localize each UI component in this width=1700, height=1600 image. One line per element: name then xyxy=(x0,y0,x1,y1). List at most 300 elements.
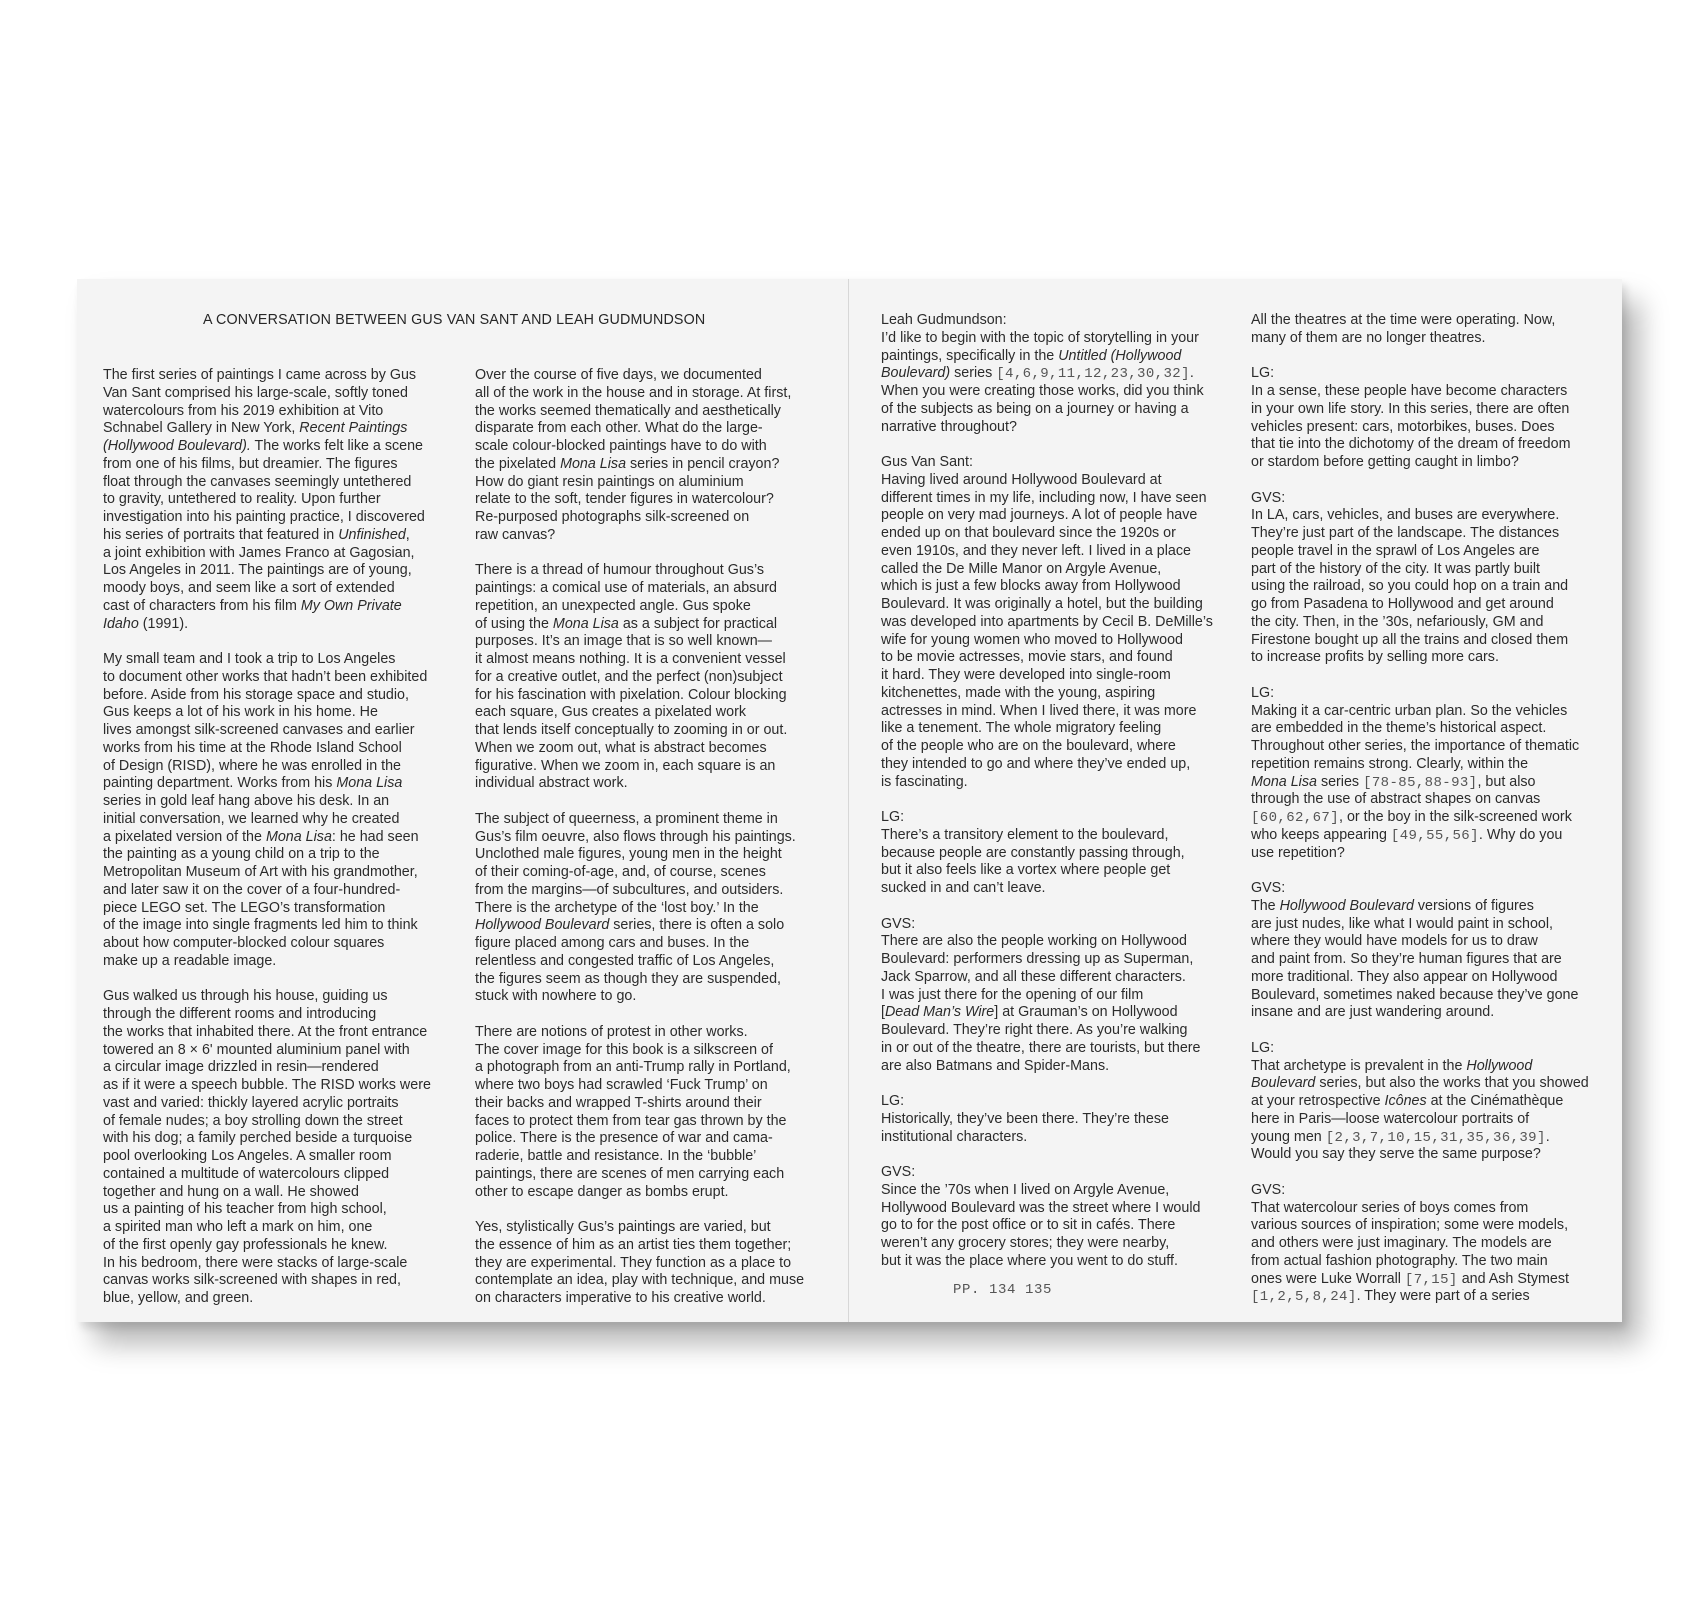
text-run: of their coming-of-age, and, of course, scenes xyxy=(475,864,766,880)
text-line xyxy=(103,900,473,918)
figure-reference: [4,6,9,11,12,23,30,32] xyxy=(996,366,1190,383)
text-line xyxy=(475,474,845,492)
text-line xyxy=(475,1095,845,1113)
text-run: many of them are no longer theatres. xyxy=(1251,329,1486,346)
text-line xyxy=(475,1059,845,1077)
text-run: Boulevard. They’re right there. As you’re walking xyxy=(881,1022,1188,1038)
text-run: There’s a transitory element to the boulevard, xyxy=(881,826,1169,843)
text-run: Gus walked us through his house, guiding us xyxy=(103,988,388,1005)
figure-reference: [7,15] xyxy=(1404,1271,1458,1288)
text-run: at your retrospective xyxy=(1251,1093,1385,1109)
text-line xyxy=(1251,525,1621,543)
page-numbers: PP. 134 135 xyxy=(953,1282,1053,1298)
text-run: a spirited man who left a mark on him, one xyxy=(103,1219,373,1235)
text-run: Schnabel Gallery in New York, xyxy=(103,420,300,437)
text-line xyxy=(881,880,1251,898)
text-run: In his bedroom, there were stacks of large-scale xyxy=(103,1254,408,1271)
text-run: paintings, specifically in the xyxy=(881,347,1059,364)
text-run: called the De Mille Manor on Argyle Avenue, xyxy=(881,560,1162,577)
text-line xyxy=(1251,1075,1621,1093)
text-line xyxy=(881,827,1251,845)
text-run: it almost means nothing. It is a convenient vessel xyxy=(475,651,786,667)
italic-text: (Hollywood Boulevard). xyxy=(103,438,251,454)
text-run: . Why do you xyxy=(1478,826,1563,843)
text-run: Leah Gudmundson: xyxy=(881,312,1007,328)
text-line xyxy=(881,1093,1251,1111)
text-run: pool overlooking Los Angeles. A smaller room xyxy=(103,1148,392,1164)
text-line xyxy=(881,632,1251,650)
text-line xyxy=(1251,738,1621,756)
text-run: disparate from each other. What do the large- xyxy=(475,420,763,437)
text-run: the works seemed thematically and aesthetically xyxy=(475,402,781,419)
text-run: and later saw it on the cover of a four-hundred- xyxy=(103,881,401,898)
text-line xyxy=(881,862,1251,880)
paragraph-gap xyxy=(881,791,1251,809)
text-line xyxy=(1251,1271,1621,1289)
paragraph-gap xyxy=(103,971,473,989)
text-run: versions of figures xyxy=(1413,897,1534,914)
text-run: narrative throughout? xyxy=(881,418,1017,435)
text-run: scale colour-blocked paintings have to do with xyxy=(475,438,767,454)
text-line xyxy=(103,758,473,776)
text-run: works from his time at the Rhode Island School xyxy=(103,739,402,756)
text-line xyxy=(881,1058,1251,1076)
text-run: That watercolour series of boys comes from xyxy=(1251,1199,1529,1216)
text-run: (1991). xyxy=(138,615,189,632)
text-line xyxy=(475,385,845,403)
text-line xyxy=(103,935,473,953)
text-run: Re-purposed photographs silk-screened on xyxy=(475,509,750,525)
text-line xyxy=(103,1006,473,1024)
text-line xyxy=(103,917,473,935)
paragraph-gap xyxy=(475,1006,845,1024)
text-line xyxy=(103,846,473,864)
text-run: the essence of him as an artist ties them together; xyxy=(475,1236,792,1253)
text-run: Throughout other series, the importance of thematic xyxy=(1251,738,1580,754)
italic-text: Hollywood xyxy=(1466,1057,1533,1074)
article-title: A CONVERSATION BETWEEN GUS VAN SANT AND LEAH GUDMUNDSON xyxy=(203,312,706,328)
text-line xyxy=(475,775,845,793)
text-run: series, but also the works that you showed xyxy=(1315,1075,1589,1092)
text-line xyxy=(881,454,1251,472)
text-run: for a creative outlet, and the perfect (non)subject xyxy=(475,668,783,685)
text-line xyxy=(1251,1146,1621,1164)
text-line xyxy=(475,687,845,705)
text-line xyxy=(1251,1004,1621,1022)
text-run: There is a thread of humour throughout Gus’s xyxy=(475,562,765,579)
text-line xyxy=(1251,454,1621,472)
text-line xyxy=(103,1219,473,1237)
text-line xyxy=(1251,774,1621,792)
figure-reference: [1,2,5,8,24] xyxy=(1251,1289,1357,1306)
text-line xyxy=(475,1166,845,1184)
text-run: The first series of paintings I came across by Gus xyxy=(103,367,417,383)
text-line xyxy=(475,456,845,474)
text-run: from the margins—of subcultures, and outsiders. xyxy=(475,881,784,898)
text-line xyxy=(475,900,845,918)
text-run: In a sense, these people have become characters xyxy=(1251,383,1568,399)
text-line xyxy=(103,1024,473,1042)
text-line xyxy=(475,491,845,509)
text-run: Having lived around Hollywood Boulevard at xyxy=(881,471,1162,488)
text-line xyxy=(881,720,1251,738)
text-run: from actual fashion photography. The two main xyxy=(1251,1252,1548,1269)
text-run: individual abstract work. xyxy=(475,775,628,792)
text-run: here in Paris—loose watercolour portraits of xyxy=(1251,1110,1530,1127)
text-line xyxy=(475,758,845,776)
text-run: through the different rooms and introducing xyxy=(103,1006,377,1022)
italic-text: Hollywood Boulevard xyxy=(1279,897,1414,914)
text-line xyxy=(1251,880,1621,898)
text-line xyxy=(1251,809,1621,827)
text-run: The works felt like a scene xyxy=(250,438,423,454)
text-run: more traditional. They also appear on Hollywood xyxy=(1251,968,1558,985)
text-line xyxy=(1251,1129,1621,1147)
text-line xyxy=(103,403,473,421)
text-line xyxy=(103,509,473,527)
italic-text: Mona Lisa xyxy=(336,775,403,792)
text-run: of female nudes; a boy strolling down the street xyxy=(103,1112,403,1129)
text-run: The cover image for this book is a silkscreen of xyxy=(475,1041,773,1058)
text-line xyxy=(881,951,1251,969)
italic-text: Dead Man’s Wire xyxy=(884,1004,995,1021)
text-line xyxy=(103,420,473,438)
text-run: painting department. Works from his xyxy=(103,775,337,792)
text-line xyxy=(881,401,1251,419)
paragraph-gap xyxy=(475,545,845,563)
text-line xyxy=(1251,1093,1621,1111)
text-run: . They were part of a series xyxy=(1356,1288,1530,1305)
text-run: That archetype is prevalent in the xyxy=(1251,1057,1467,1074)
text-line xyxy=(103,988,473,1006)
italic-text: Mona Lisa xyxy=(1251,773,1317,790)
text-line xyxy=(103,775,473,793)
text-line xyxy=(475,971,845,989)
text-line xyxy=(881,703,1251,721)
paragraph-gap xyxy=(475,793,845,811)
text-run: How do giant resin paintings on aluminium xyxy=(475,473,744,490)
text-line xyxy=(475,1184,845,1202)
text-run: figurative. When we zoom in, each square is an xyxy=(475,757,776,774)
text-run: insane and are just wandering around. xyxy=(1251,1004,1495,1021)
text-line xyxy=(475,1272,845,1290)
text-line xyxy=(475,651,845,669)
text-line xyxy=(103,1042,473,1060)
text-run: watercolours from his 2019 exhibition at Vito xyxy=(103,402,384,419)
text-run: a circular image drizzled in resin—rendered xyxy=(103,1059,379,1076)
text-run: of Design (RISD), where he was enrolled in the xyxy=(103,757,401,774)
text-run: all of the work in the house and in storage. At first, xyxy=(475,384,792,401)
right-page xyxy=(849,279,1622,1322)
text-run: All the theatres at the time were operating. Now, xyxy=(1251,312,1556,328)
text-run: as a subject for practical xyxy=(618,615,778,632)
text-line xyxy=(103,722,473,740)
text-run: kitchenettes, made with the young, aspiring xyxy=(881,684,1156,701)
text-run: LG: xyxy=(881,809,905,825)
text-line xyxy=(881,933,1251,951)
text-run: , or the boy in the silk-screened work xyxy=(1339,809,1572,825)
figure-reference: [2,3,7,10,15,31,35,36,39] xyxy=(1325,1129,1546,1146)
text-line xyxy=(103,438,473,456)
text-line xyxy=(475,1077,845,1095)
text-run: When you were creating those works, did you think xyxy=(881,383,1204,399)
text-run: are just nudes, like what I would paint in school, xyxy=(1251,915,1553,932)
text-line xyxy=(1251,720,1621,738)
text-line xyxy=(1251,933,1621,951)
text-line xyxy=(475,864,845,882)
text-run: Unclothed male figures, young men in the height xyxy=(475,846,782,863)
text-run: LG: xyxy=(881,1093,905,1109)
text-run: GVS: xyxy=(881,1164,916,1180)
text-run: canvas works silk-screened with shapes in red, xyxy=(103,1272,401,1289)
text-line xyxy=(1251,578,1621,596)
text-run: are also Batmans and Spider-Mans. xyxy=(881,1057,1110,1074)
text-line xyxy=(881,1022,1251,1040)
text-line xyxy=(103,1148,473,1166)
text-line xyxy=(103,811,473,829)
text-run: even 1910s, and they never left. I lived in a place xyxy=(881,542,1191,559)
paragraph-gap xyxy=(1251,1022,1621,1040)
text-run: GVS: xyxy=(1251,1181,1286,1198)
italic-text: My Own Private xyxy=(300,597,402,614)
text-line xyxy=(475,367,845,385)
text-run: the figures seem as though they are suspended, xyxy=(475,970,781,987)
text-line xyxy=(1251,1288,1621,1306)
text-line xyxy=(881,1200,1251,1218)
text-line xyxy=(475,1113,845,1131)
text-run: float through the canvases seemingly untethered xyxy=(103,473,412,490)
text-run: use repetition? xyxy=(1251,844,1345,861)
text-run: vehicles present: cars, motorbikes, buses. Does xyxy=(1251,418,1555,435)
text-run: GVS: xyxy=(1251,880,1286,896)
text-run: My small team and I took a trip to Los Angeles xyxy=(103,651,396,667)
text-line xyxy=(475,420,845,438)
text-run: or stardom before getting caught in limbo? xyxy=(1251,454,1519,470)
text-line xyxy=(475,1237,845,1255)
text-line xyxy=(103,367,473,385)
text-line xyxy=(1251,1217,1621,1235)
text-run: investigation into his painting practice, I discovered xyxy=(103,509,425,525)
text-line xyxy=(1251,312,1621,330)
text-run: stuck with nowhere to go. xyxy=(475,988,637,1005)
figure-reference: [60,62,67] xyxy=(1251,810,1340,826)
text-run: to gravity, untethered to reality. Upon further xyxy=(103,491,381,508)
text-line xyxy=(1251,365,1621,383)
text-run: There are notions of protest in other works. xyxy=(475,1023,748,1040)
text-run: a joint exhibition with James Franco at Gagosian, xyxy=(103,544,415,561)
text-run: through the use of abstract shapes on canvas xyxy=(1251,791,1541,808)
text-run: the pixelated xyxy=(475,455,561,472)
text-line xyxy=(475,633,845,651)
text-run: they intended to go and where they’ve ended up, xyxy=(881,755,1191,772)
text-line xyxy=(103,1095,473,1113)
text-line xyxy=(881,1129,1251,1147)
text-line xyxy=(1251,649,1621,667)
text-line xyxy=(881,578,1251,596)
text-run: The xyxy=(1251,897,1280,914)
text-run: as if it were a speech bubble. The RISD works were xyxy=(103,1077,431,1093)
paragraph-gap xyxy=(1251,1164,1621,1182)
text-run: and Ash Stymest xyxy=(1457,1270,1569,1287)
text-line xyxy=(881,738,1251,756)
text-run: Firestone bought up all the trains and closed them xyxy=(1251,631,1569,648)
text-line xyxy=(103,545,473,563)
text-line xyxy=(103,385,473,403)
paragraph-gap xyxy=(1251,348,1621,366)
text-run: LG: xyxy=(1251,1039,1275,1056)
text-run: where they would have models for us to draw xyxy=(1251,933,1538,950)
text-run: Yes, stylistically Gus’s paintings are varied, but xyxy=(475,1219,771,1235)
text-run: LG: xyxy=(1251,684,1275,701)
text-line xyxy=(103,1184,473,1202)
text-line xyxy=(475,722,845,740)
figure-reference: [49,55,56] xyxy=(1390,827,1479,844)
text-line xyxy=(475,616,845,634)
text-run: Boulevard: performers dressing up as Superman, xyxy=(881,951,1194,967)
text-line xyxy=(103,704,473,722)
book-spread xyxy=(77,279,1622,1322)
text-run: contemplate an idea, play with technique, and muse xyxy=(475,1272,805,1289)
text-line xyxy=(103,474,473,492)
text-line xyxy=(103,491,473,509)
text-run: with his dog; a family perched beside a turquoise xyxy=(103,1130,413,1147)
text-run: There are also the people working on Hollywood xyxy=(881,933,1187,950)
text-run: paintings, there are scenes of men carrying each xyxy=(475,1165,785,1182)
italic-text: Recent Paintings xyxy=(299,420,408,437)
text-run: go to for the post office or to sit in cafés. There xyxy=(881,1217,1176,1234)
text-run: before. Aside from his storage space and studio, xyxy=(103,686,409,703)
text-run: contained a multitude of watercolours clipped xyxy=(103,1165,390,1182)
text-line xyxy=(103,616,473,634)
text-run: at the Cinémathèque xyxy=(1426,1093,1564,1109)
text-line xyxy=(475,1024,845,1042)
italic-text: Mona Lisa xyxy=(560,455,627,472)
text-run: relentless and congested traffic of Los Angeles, xyxy=(475,952,775,969)
text-run: make up a readable image. xyxy=(103,952,277,969)
italic-text: Hollywood Boulevard xyxy=(475,917,610,934)
paragraph-gap xyxy=(103,633,473,651)
text-run: like a tenement. The whole migratory feeling xyxy=(881,720,1162,737)
text-line xyxy=(475,598,845,616)
text-run: relate to the soft, tender figures in watercolour? xyxy=(475,491,774,508)
text-run: a photograph from an anti-Trump rally in Portland, xyxy=(475,1059,791,1076)
text-line xyxy=(881,1111,1251,1129)
italic-text: Boulevard) xyxy=(881,365,951,382)
italic-text: Mona Lisa xyxy=(265,828,332,845)
text-run: because people are constantly passing through, xyxy=(881,844,1185,861)
italic-text: Idaho xyxy=(103,615,139,632)
text-line xyxy=(1251,543,1621,561)
text-line xyxy=(103,1059,473,1077)
text-line xyxy=(103,1290,473,1308)
text-run: Gus Van Sant: xyxy=(881,454,973,470)
paragraph-gap xyxy=(881,1075,1251,1093)
text-run: different times in my life, including now, I have seen xyxy=(881,489,1207,506)
text-run: cast of characters from his film xyxy=(103,597,301,614)
text-line xyxy=(103,1130,473,1148)
italic-text: Untitled (Hollywood xyxy=(1058,347,1182,364)
text-line xyxy=(881,1235,1251,1253)
paragraph-gap xyxy=(881,436,1251,454)
text-line xyxy=(881,1253,1251,1271)
text-run: his series of portraits that featured in xyxy=(103,526,339,543)
text-run: Gus’s film oeuvre, also flows through his paintings. xyxy=(475,828,796,845)
text-line xyxy=(103,669,473,687)
text-run: LG: xyxy=(1251,365,1275,382)
text-run: sucked in and can’t leave. xyxy=(881,880,1046,896)
text-line xyxy=(475,1290,845,1308)
text-run: where two boys had scrawled ‘Fuck Trump’ on xyxy=(475,1077,768,1093)
text-run: which is just a few blocks away from Hollywood xyxy=(881,578,1181,595)
text-line xyxy=(1251,507,1621,525)
text-line xyxy=(1251,1111,1621,1129)
text-line xyxy=(1251,987,1621,1005)
text-line xyxy=(475,562,845,580)
text-run: series xyxy=(1316,773,1364,790)
text-run: of using the xyxy=(475,615,553,632)
text-run: . xyxy=(1545,1128,1550,1145)
text-line xyxy=(881,667,1251,685)
text-run: us a painting of his teacher from high school, xyxy=(103,1201,387,1218)
text-line xyxy=(475,917,845,935)
text-run: GVS: xyxy=(1251,489,1286,506)
text-line xyxy=(881,649,1251,667)
text-run: In LA, cars, vehicles, and buses are everywhere. xyxy=(1251,507,1560,524)
text-run: . xyxy=(1189,365,1194,382)
text-run: but it was the place where you went to do stuff. xyxy=(881,1252,1178,1269)
text-run: Boulevard, sometimes naked because they’ve gone xyxy=(1251,986,1579,1003)
text-run: When we zoom out, what is abstract becomes xyxy=(475,739,767,756)
text-run: Would you say they serve the same purpose? xyxy=(1251,1146,1541,1163)
text-run: about how computer-blocked colour squares xyxy=(103,935,385,951)
text-line xyxy=(1251,845,1621,863)
text-run: I’d like to begin with the topic of storytelling in your xyxy=(881,329,1199,346)
text-column xyxy=(1251,312,1621,1306)
paragraph-gap xyxy=(1251,667,1621,685)
text-run: young men xyxy=(1251,1128,1326,1145)
text-line xyxy=(881,614,1251,632)
text-line xyxy=(1251,330,1621,348)
text-run: the painting as a young child on a trip to the xyxy=(103,846,380,863)
text-run: series, there is often a solo xyxy=(609,917,785,934)
text-run: : he had seen xyxy=(331,828,419,845)
text-run: Over the course of five days, we documented xyxy=(475,367,762,383)
text-run: for his fascination with pixelation. Colour blocking xyxy=(475,686,787,703)
text-run: and others were just imaginary. The models are xyxy=(1251,1235,1552,1251)
text-run: towered an 8 × 6' mounted aluminium panel with xyxy=(103,1041,410,1058)
text-run: ones were Luke Worrall xyxy=(1251,1270,1405,1287)
figure-reference: [78-85,88-93] xyxy=(1363,774,1478,791)
text-column xyxy=(475,367,845,1308)
text-line xyxy=(1251,401,1621,419)
text-run: to increase profits by selling more cars. xyxy=(1251,649,1499,666)
text-run: are embedded in the theme’s historical aspect. xyxy=(1251,720,1547,737)
text-line xyxy=(103,740,473,758)
text-run: police. There is the presence of war and cama- xyxy=(475,1130,773,1147)
text-line xyxy=(103,793,473,811)
text-run: is fascinating. xyxy=(881,773,968,790)
text-line xyxy=(475,811,845,829)
text-run: Metropolitan Museum of Art with his grandmother, xyxy=(103,864,418,880)
text-line xyxy=(475,669,845,687)
text-line xyxy=(103,1272,473,1290)
text-line xyxy=(103,456,473,474)
text-run: wife for young women who moved to Hollywood xyxy=(881,631,1183,648)
text-line xyxy=(1251,419,1621,437)
text-line xyxy=(1251,490,1621,508)
text-line xyxy=(881,365,1251,383)
left-page xyxy=(77,279,849,1322)
